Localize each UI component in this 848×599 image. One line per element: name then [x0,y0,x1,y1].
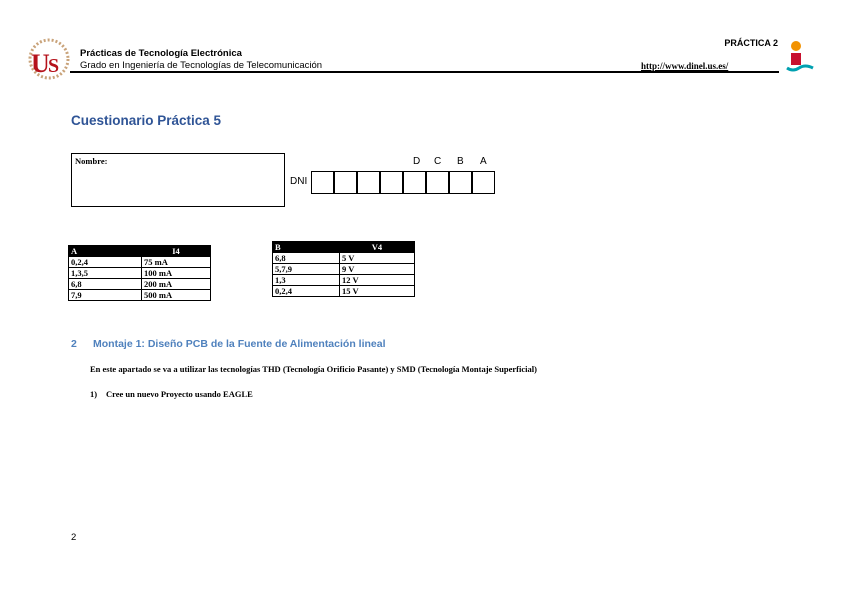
dni-label: DNI [290,176,308,187]
table-cell: 200 mA [142,279,211,290]
table-cell: 12 V [340,275,415,286]
dni-box[interactable] [426,171,449,194]
table-cell: 100 mA [142,268,211,279]
list-item [90,389,253,399]
name-field[interactable] [71,153,285,207]
table-row [69,257,211,268]
table-cell: 0,2,4 [273,286,340,297]
dni-box[interactable] [334,171,357,194]
table-header-row [273,242,415,253]
dni-letter-b: B [457,156,464,167]
table-cell: 5 V [340,253,415,264]
table-cell: 500 mA [142,290,211,301]
name-label: Nombre: [75,156,108,166]
section-paragraph: En este apartado se va a utilizar las tecnologías THD (Tecnología Orificio Pasante) y SMD (Tecnología Montaje Superficial) [90,364,537,374]
header-rule [70,71,779,73]
section-heading [71,338,386,350]
dni-letter-d: D [413,156,421,167]
section-title: Montaje 1: Diseño PCB de la Fuente de Alimentación lineal [93,338,386,350]
table-row [273,253,415,264]
dni-box[interactable] [380,171,403,194]
list-item-text: Cree un nuevo Proyecto usando EAGLE [106,389,253,399]
header-subtitle: Grado en Ingeniería de Tecnologías de Telecomunicación [80,60,323,71]
dni-letter-a: A [480,156,487,167]
table-header-row [69,246,211,257]
dni-box[interactable] [357,171,380,194]
table-header-cell: A [69,246,142,257]
svg-text:S: S [48,55,60,77]
table-row [273,275,415,286]
table-cell: 75 mA [142,257,211,268]
table-row [273,264,415,275]
table-cell: 7,9 [69,290,142,301]
svg-text:U: U [31,49,50,78]
table-cell: 15 V [340,286,415,297]
department-logo [785,40,815,76]
header-title: Prácticas de Tecnología Electrónica [80,48,242,59]
table-row [69,279,211,290]
table-b [272,241,415,297]
list-item-number: 1) [90,389,98,399]
table-cell: 6,8 [69,279,142,290]
table-cell: 6,8 [273,253,340,264]
university-logo [26,38,72,80]
table-a [68,245,211,301]
dni-box[interactable] [311,171,334,194]
table-header-cell: I4 [142,246,211,257]
table-header-cell: V4 [340,242,415,253]
table-cell: 0,2,4 [69,257,142,268]
table-cell: 1,3,5 [69,268,142,279]
table-row [69,290,211,301]
table-header-cell: B [273,242,340,253]
table-cell: 5,7,9 [273,264,340,275]
header-practica: PRÁCTICA 2 [724,38,778,48]
table-cell: 9 V [340,264,415,275]
section-number: 2 [71,338,77,350]
table-row [273,286,415,297]
table-row [69,268,211,279]
dni-box[interactable] [449,171,472,194]
dni-box[interactable] [403,171,426,194]
dni-letter-c: C [434,156,442,167]
page-title: Cuestionario Práctica 5 [71,113,222,128]
header-link[interactable]: http://www.dinel.us.es/ [641,61,729,71]
dni-box[interactable] [472,171,495,194]
page-number: 2 [71,532,77,543]
table-cell: 1,3 [273,275,340,286]
